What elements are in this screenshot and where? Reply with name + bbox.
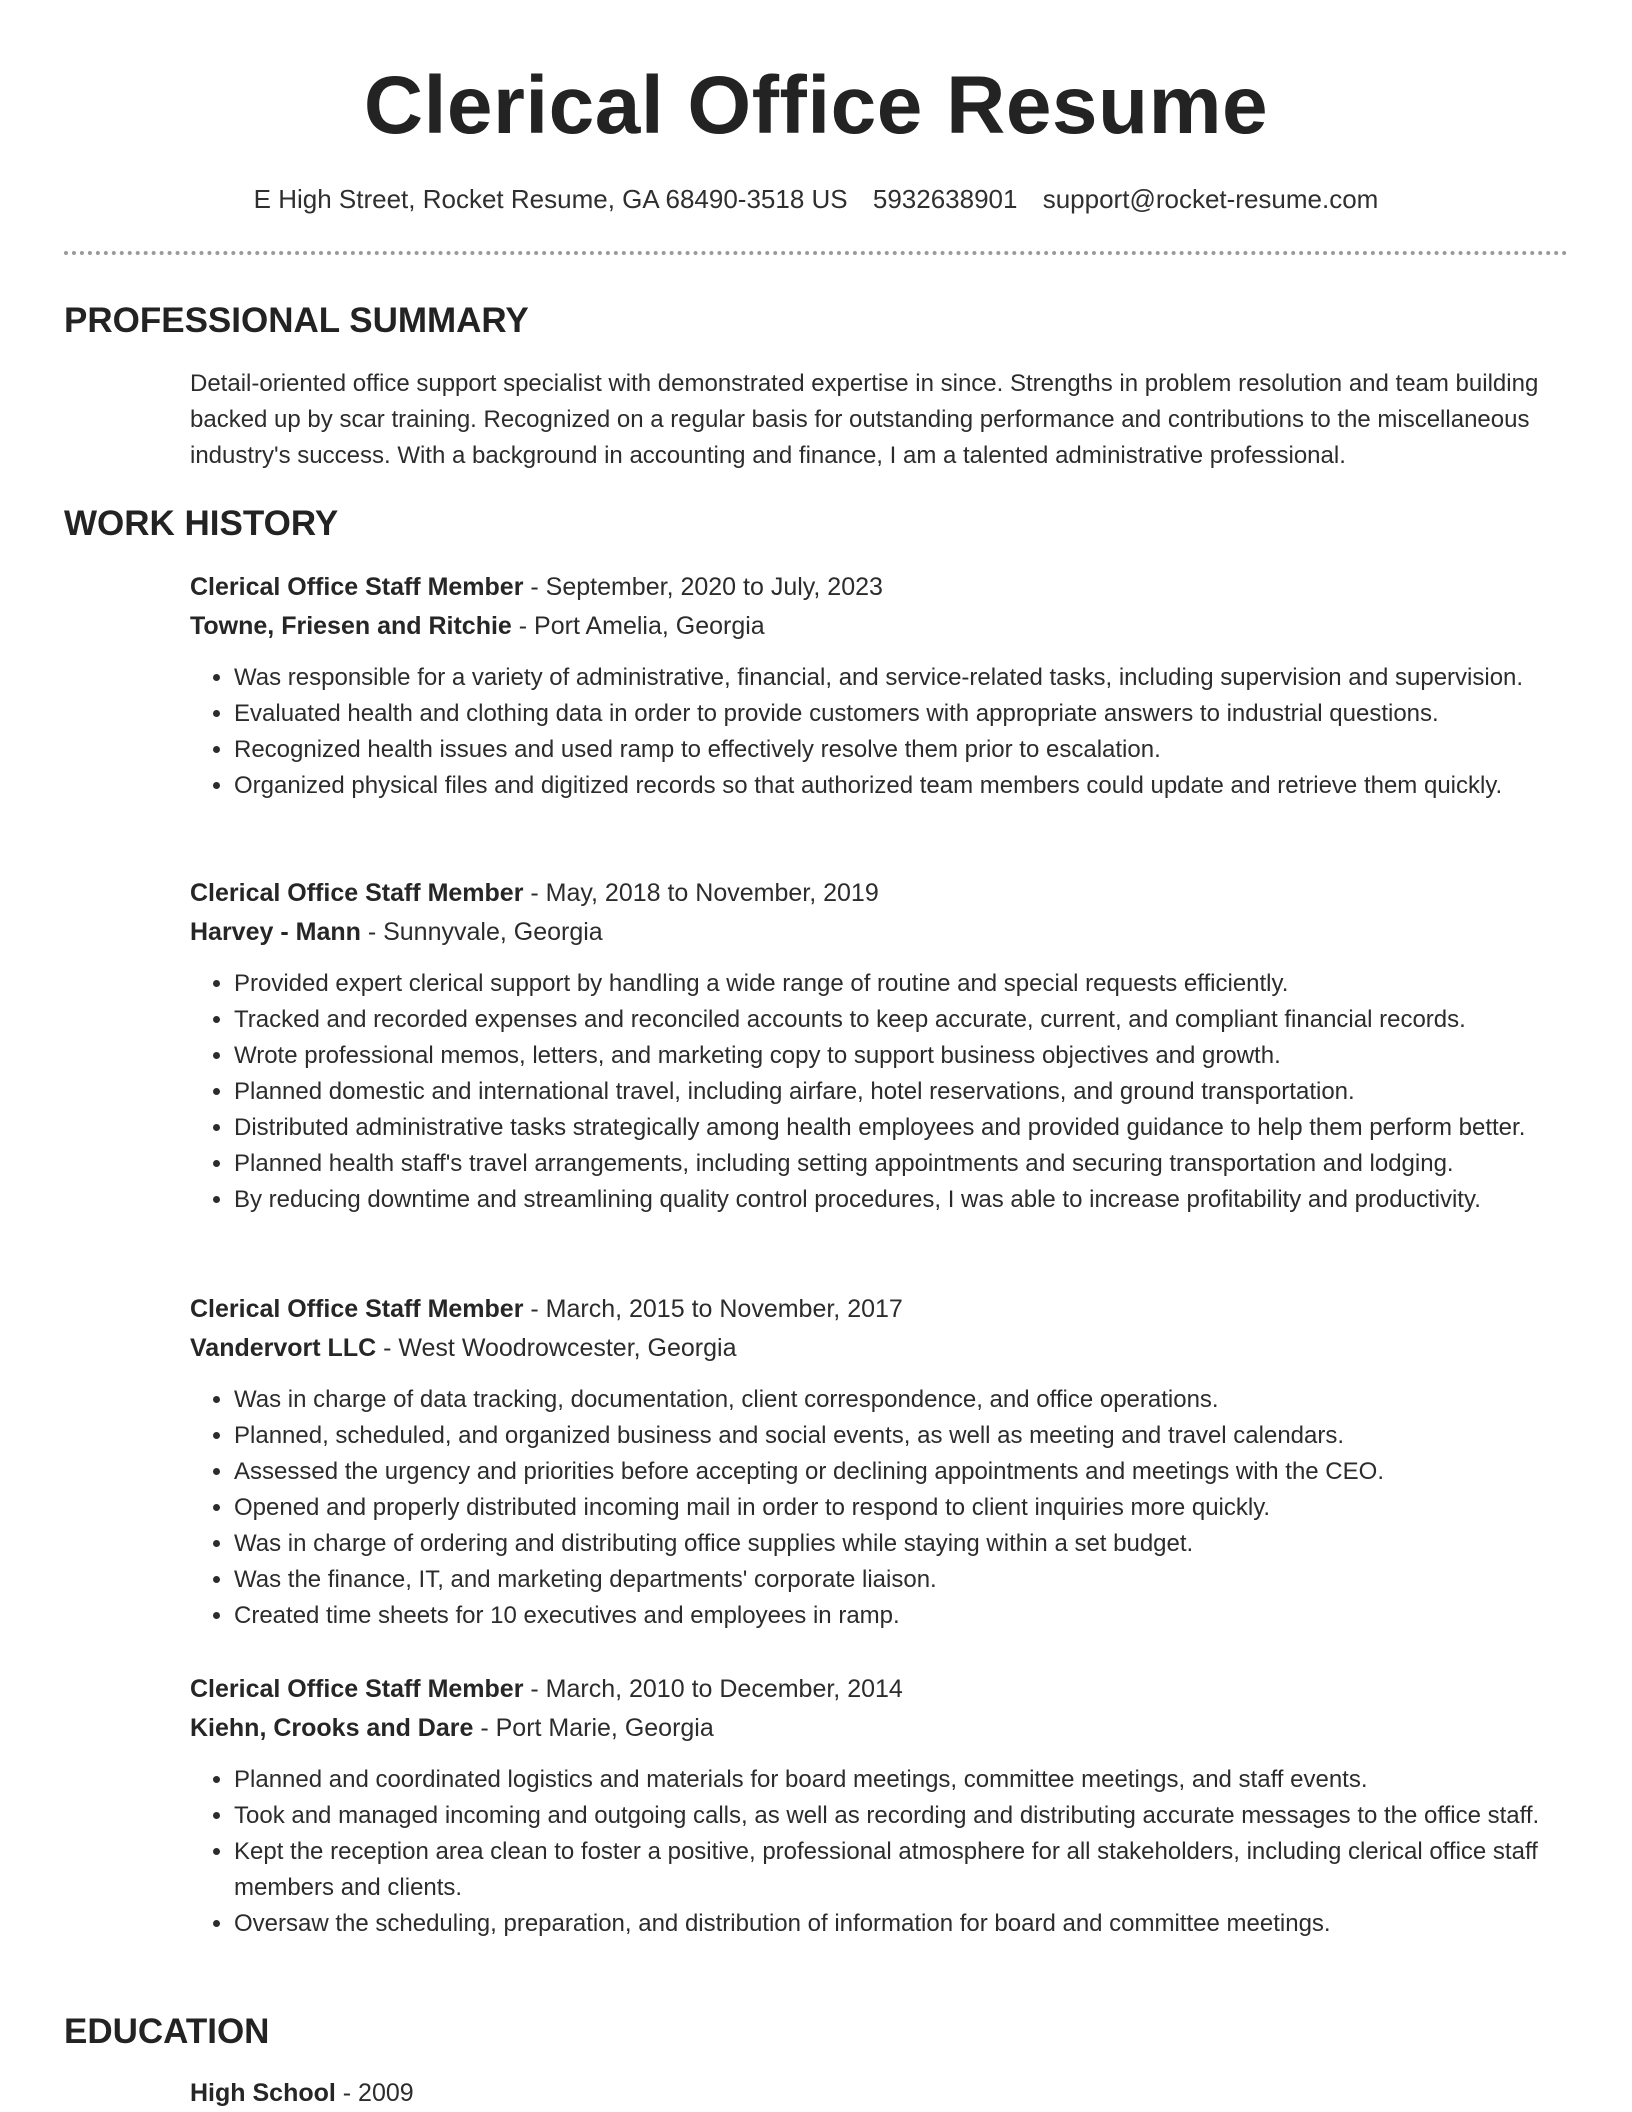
job-bullet: • By reducing downtime and streamlining quality control procedures, I was able to increase profitability and productivity.: [234, 1182, 1570, 1218]
job-dates: - May, 2018 to November, 2019: [523, 879, 879, 907]
job-company-line: [190, 913, 1570, 952]
job-entry: [190, 874, 1570, 1218]
job-title-line: [190, 1290, 1570, 1329]
job-title: Clerical Office Staff Member: [190, 1675, 524, 1703]
summary-text: Detail-oriented office support specialist with demonstrated expertise in since. Strengths in problem resolution and team building backed up by scar training. Recognized on a regular basis for outstanding performance and contributions to the miscellaneous industry's success. With a background in accounting and finance, I am a talented administrative professional.: [190, 370, 1539, 469]
job-title: Clerical Office Staff Member: [190, 1295, 524, 1323]
job-bullet: • Was in charge of ordering and distributing office supplies while staying within a set budget.: [234, 1526, 1570, 1562]
job-bullet: • Opened and properly distributed incoming mail in order to respond to client inquiries more quickly.: [234, 1490, 1570, 1526]
job-company: Towne, Friesen and Ritchie: [190, 612, 512, 640]
header-divider: [64, 251, 1568, 255]
job-entry: [190, 1670, 1570, 1942]
section-title-work-history: WORK HISTORY: [64, 504, 339, 543]
education-school: High School: [190, 2079, 336, 2107]
job-bullets: [190, 966, 1570, 1218]
job-company: Vandervort LLC: [190, 1334, 377, 1362]
job-bullet: • Was responsible for a variety of administrative, financial, and service-related tasks, including supervision and supervision.: [234, 660, 1570, 696]
job-title: Clerical Office Staff Member: [190, 879, 524, 907]
job-company-line: [190, 1709, 1570, 1748]
contact-line: [0, 182, 1632, 216]
job-company: Kiehn, Crooks and Dare: [190, 1714, 474, 1742]
job-dates: - March, 2015 to November, 2017: [523, 1295, 903, 1323]
job-bullet: • Was in charge of data tracking, documentation, client correspondence, and office operations.: [234, 1382, 1570, 1418]
job-bullet: • Oversaw the scheduling, preparation, and distribution of information for board and committee meetings.: [234, 1906, 1570, 1942]
job-company-line: [190, 1329, 1570, 1368]
job-bullet: • Planned, scheduled, and organized business and social events, as well as meeting and travel calendars.: [234, 1418, 1570, 1454]
job-bullet: • Evaluated health and clothing data in order to provide customers with appropriate answers to industrial questions.: [234, 696, 1570, 732]
education-entry: [190, 2074, 414, 2112]
job-entry: [190, 568, 1570, 804]
resume-title: Clerical Office Resume: [363, 60, 1269, 151]
job-location: - Port Amelia, Georgia: [511, 612, 765, 640]
job-bullet: • Recognized health issues and used ramp to effectively resolve them prior to escalation.: [234, 732, 1570, 768]
job-bullet: • Organized physical files and digitized records so that authorized team members could update and retrieve them quickly.: [234, 768, 1570, 804]
job-bullet: • Assessed the urgency and priorities before accepting or declining appointments and meetings with the CEO.: [234, 1454, 1570, 1490]
job-company: Harvey - Mann: [190, 918, 361, 946]
contact-address: E High Street, Rocket Resume, GA 68490-3518 US: [253, 184, 848, 214]
job-bullet: • Tracked and recorded expenses and reconciled accounts to keep accurate, current, and compliant financial records.: [234, 1002, 1570, 1038]
job-title-line: [190, 568, 1570, 607]
job-bullet: • Took and managed incoming and outgoing calls, as well as recording and distributing accurate messages to the office staff.: [234, 1798, 1570, 1834]
job-bullet: • Was the finance, IT, and marketing departments' corporate liaison.: [234, 1562, 1570, 1598]
contact-email: support@rocket-resume.com: [1042, 184, 1379, 214]
job-location: - Port Marie, Georgia: [473, 1714, 714, 1742]
job-dates: - March, 2010 to December, 2014: [523, 1675, 903, 1703]
job-bullet: • Planned health staff's travel arrangements, including setting appointments and securing transportation and lodging.: [234, 1146, 1570, 1182]
job-bullet: • Created time sheets for 10 executives and employees in ramp.: [234, 1598, 1570, 1634]
contact-phone: 5932638901: [872, 184, 1018, 214]
section-title-summary: PROFESSIONAL SUMMARY: [64, 301, 529, 340]
job-dates: - September, 2020 to July, 2023: [523, 573, 883, 601]
job-bullet: • Kept the reception area clean to foster a positive, professional atmosphere for all stakeholders, including clerical office staff members and clients.: [234, 1834, 1570, 1906]
job-bullet: • Distributed administrative tasks strategically among health employees and provided guidance to help them perform better.: [234, 1110, 1570, 1146]
job-bullets: [190, 1762, 1570, 1942]
education-year: - 2009: [335, 2079, 414, 2107]
job-bullets: [190, 660, 1570, 804]
job-location: - West Woodrowcester, Georgia: [376, 1334, 737, 1362]
job-bullet: • Wrote professional memos, letters, and marketing copy to support business objectives and growth.: [234, 1038, 1570, 1074]
job-bullets: [190, 1382, 1570, 1634]
section-title-education: EDUCATION: [64, 2012, 270, 2051]
job-location: - Sunnyvale, Georgia: [360, 918, 603, 946]
job-bullet: • Planned and coordinated logistics and materials for board meetings, committee meetings, and staff events.: [234, 1762, 1570, 1798]
job-company-line: [190, 607, 1570, 646]
job-title-line: [190, 874, 1570, 913]
job-bullet: • Planned domestic and international travel, including airfare, hotel reservations, and ground transportation.: [234, 1074, 1570, 1110]
job-title-line: [190, 1670, 1570, 1709]
job-entry: [190, 1290, 1570, 1634]
job-bullet: • Provided expert clerical support by handling a wide range of routine and special requests efficiently.: [234, 966, 1570, 1002]
job-title: Clerical Office Staff Member: [190, 573, 524, 601]
